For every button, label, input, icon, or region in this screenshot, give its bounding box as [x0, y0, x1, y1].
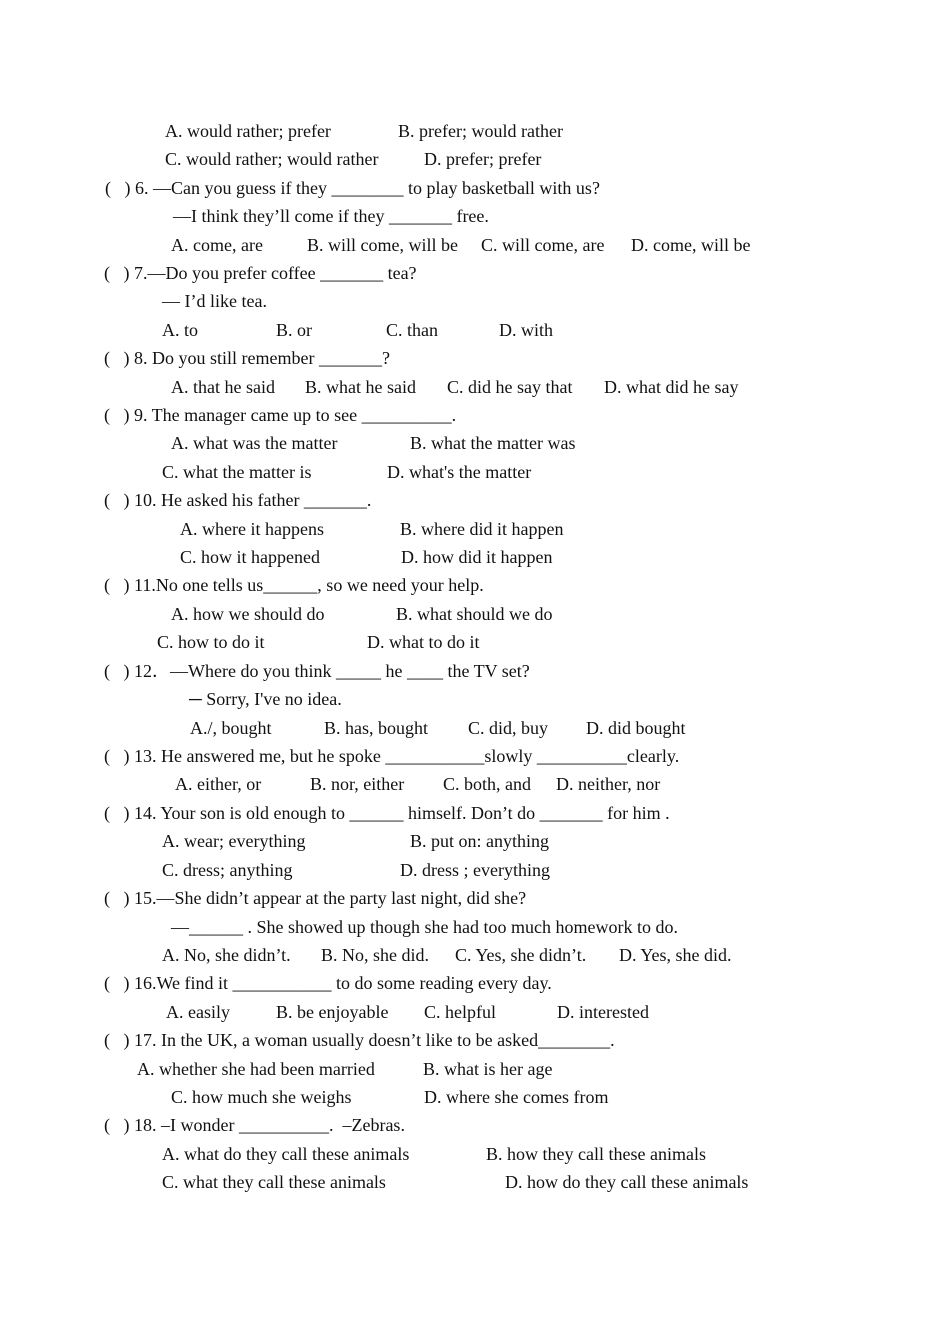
q17-option-b: B. what is her age [423, 1059, 553, 1079]
q12-option-b: B. has, bought [324, 718, 429, 738]
q8-option-c: C. did he say that [447, 377, 573, 397]
q11-stem: ( ) 11.No one tells us______, so we need your help. [104, 575, 484, 595]
q7-option-b: B. or [276, 320, 312, 340]
q10-option-a: A. where it happens [180, 519, 324, 539]
q6-reply: —I think they’ll come if they _______ free. [173, 206, 489, 226]
q14-option-a: A. wear; everything [162, 831, 306, 851]
q14-option-d: D. dress ; everything [400, 860, 550, 880]
q18-stem: ( ) 18. –I wonder __________. –Zebras. [104, 1115, 405, 1135]
q14-option-b: B. put on: anything [410, 831, 549, 851]
q8-option-a: A. that he said [171, 377, 275, 397]
q15-option-a: A. No, she didn’t. [162, 945, 291, 965]
q12-option-a: A./, bought [190, 718, 272, 738]
q8-option-d: D. what did he say [604, 377, 739, 397]
q17-stem: ( ) 17. In the UK, a woman usually doesn’t like to be asked________. [104, 1030, 615, 1050]
q12-option-c: C. did, buy [468, 718, 549, 738]
q10-option-c: C. how it happened [180, 547, 320, 567]
q16-option-c: C. helpful [424, 1002, 496, 1022]
q12-stem: ( ) 12．—Where do you think _____ he ____ the TV set? [104, 661, 530, 681]
q5-option-d: D. prefer; prefer [424, 149, 542, 169]
q17-option-a: A. whether she had been married [137, 1059, 375, 1079]
q11-option-a: A. how we should do [171, 604, 325, 624]
q16-option-a: A. easily [166, 1002, 230, 1022]
q13-option-a: A. either, or [175, 774, 262, 794]
q17-option-d: D. where she comes from [424, 1087, 609, 1107]
q14-stem: ( ) 14. Your son is old enough to ______ himself. Don’t do _______ for him . [104, 803, 670, 823]
q9-option-c: C. what the matter is [162, 462, 312, 482]
q9-option-a: A. what was the matter [171, 433, 338, 453]
q18-option-d: D. how do they call these animals [505, 1172, 749, 1192]
q5-option-c: C. would rather; would rather [165, 149, 379, 169]
q9-option-d: D. what's the matter [387, 462, 532, 482]
q8-stem: ( ) 8. Do you still remember _______? [104, 348, 390, 368]
q18-option-b: B. how they call these animals [486, 1144, 706, 1164]
q6-stem: ( ) 6. —Can you guess if they ________ to play basketball with us? [105, 178, 600, 198]
q7-stem: ( ) 7.—Do you prefer coffee _______ tea? [104, 263, 417, 283]
q9-option-b: B. what the matter was [410, 433, 576, 453]
q14-option-c: C. dress; anything [162, 860, 293, 880]
q7-option-d: D. with [499, 320, 553, 340]
q13-stem: ( ) 13. He answered me, but he spoke ___________slowly __________clearly. [104, 746, 680, 766]
q7-option-c: C. than [386, 320, 438, 340]
q9-stem: ( ) 9. The manager came up to see __________. [104, 405, 457, 425]
q17-option-c: C. how much she weighs [171, 1087, 352, 1107]
q7-reply: — I’d like tea. [162, 291, 267, 311]
q12-option-d: D. did bought [586, 718, 686, 738]
q13-option-b: B. nor, either [310, 774, 405, 794]
q16-stem: ( ) 16.We find it ___________ to do some reading every day. [104, 973, 552, 993]
q15-stem: ( ) 15.—She didn’t appear at the party last night, did she? [104, 888, 527, 908]
q10-stem: ( ) 10. He asked his father _______. [104, 490, 372, 510]
q15-option-b: B. No, she did. [321, 945, 429, 965]
q18-option-a: A. what do they call these animals [162, 1144, 410, 1164]
q13-option-c: C. both, and [443, 774, 531, 794]
q5-option-b: B. prefer; would rather [398, 121, 563, 141]
q16-option-d: D. interested [557, 1002, 649, 1022]
q12-reply: ─ Sorry, I've no idea. [189, 689, 342, 709]
q6-option-c: C. will come, are [481, 235, 605, 255]
q11-option-c: C. how to do it [157, 632, 265, 652]
q8-option-b: B. what he said [305, 377, 416, 397]
q6-option-b: B. will come, will be [307, 235, 458, 255]
q11-option-d: D. what to do it [367, 632, 480, 652]
q10-option-d: D. how did it happen [401, 547, 553, 567]
q11-option-b: B. what should we do [396, 604, 553, 624]
q6-option-a: A. come, are [171, 235, 263, 255]
q16-option-b: B. be enjoyable [276, 1002, 389, 1022]
q15-reply: —______ . She showed up though she had too much homework to do. [171, 917, 678, 937]
q15-option-d: D. Yes, she did. [619, 945, 732, 965]
q10-option-b: B. where did it happen [400, 519, 564, 539]
q7-option-a: A. to [162, 320, 198, 340]
q5-option-a: A. would rather; prefer [165, 121, 331, 141]
q18-option-c: C. what they call these animals [162, 1172, 386, 1192]
q6-option-d: D. come, will be [631, 235, 751, 255]
q13-option-d: D. neither, nor [556, 774, 661, 794]
q15-option-c: C. Yes, she didn’t. [455, 945, 587, 965]
